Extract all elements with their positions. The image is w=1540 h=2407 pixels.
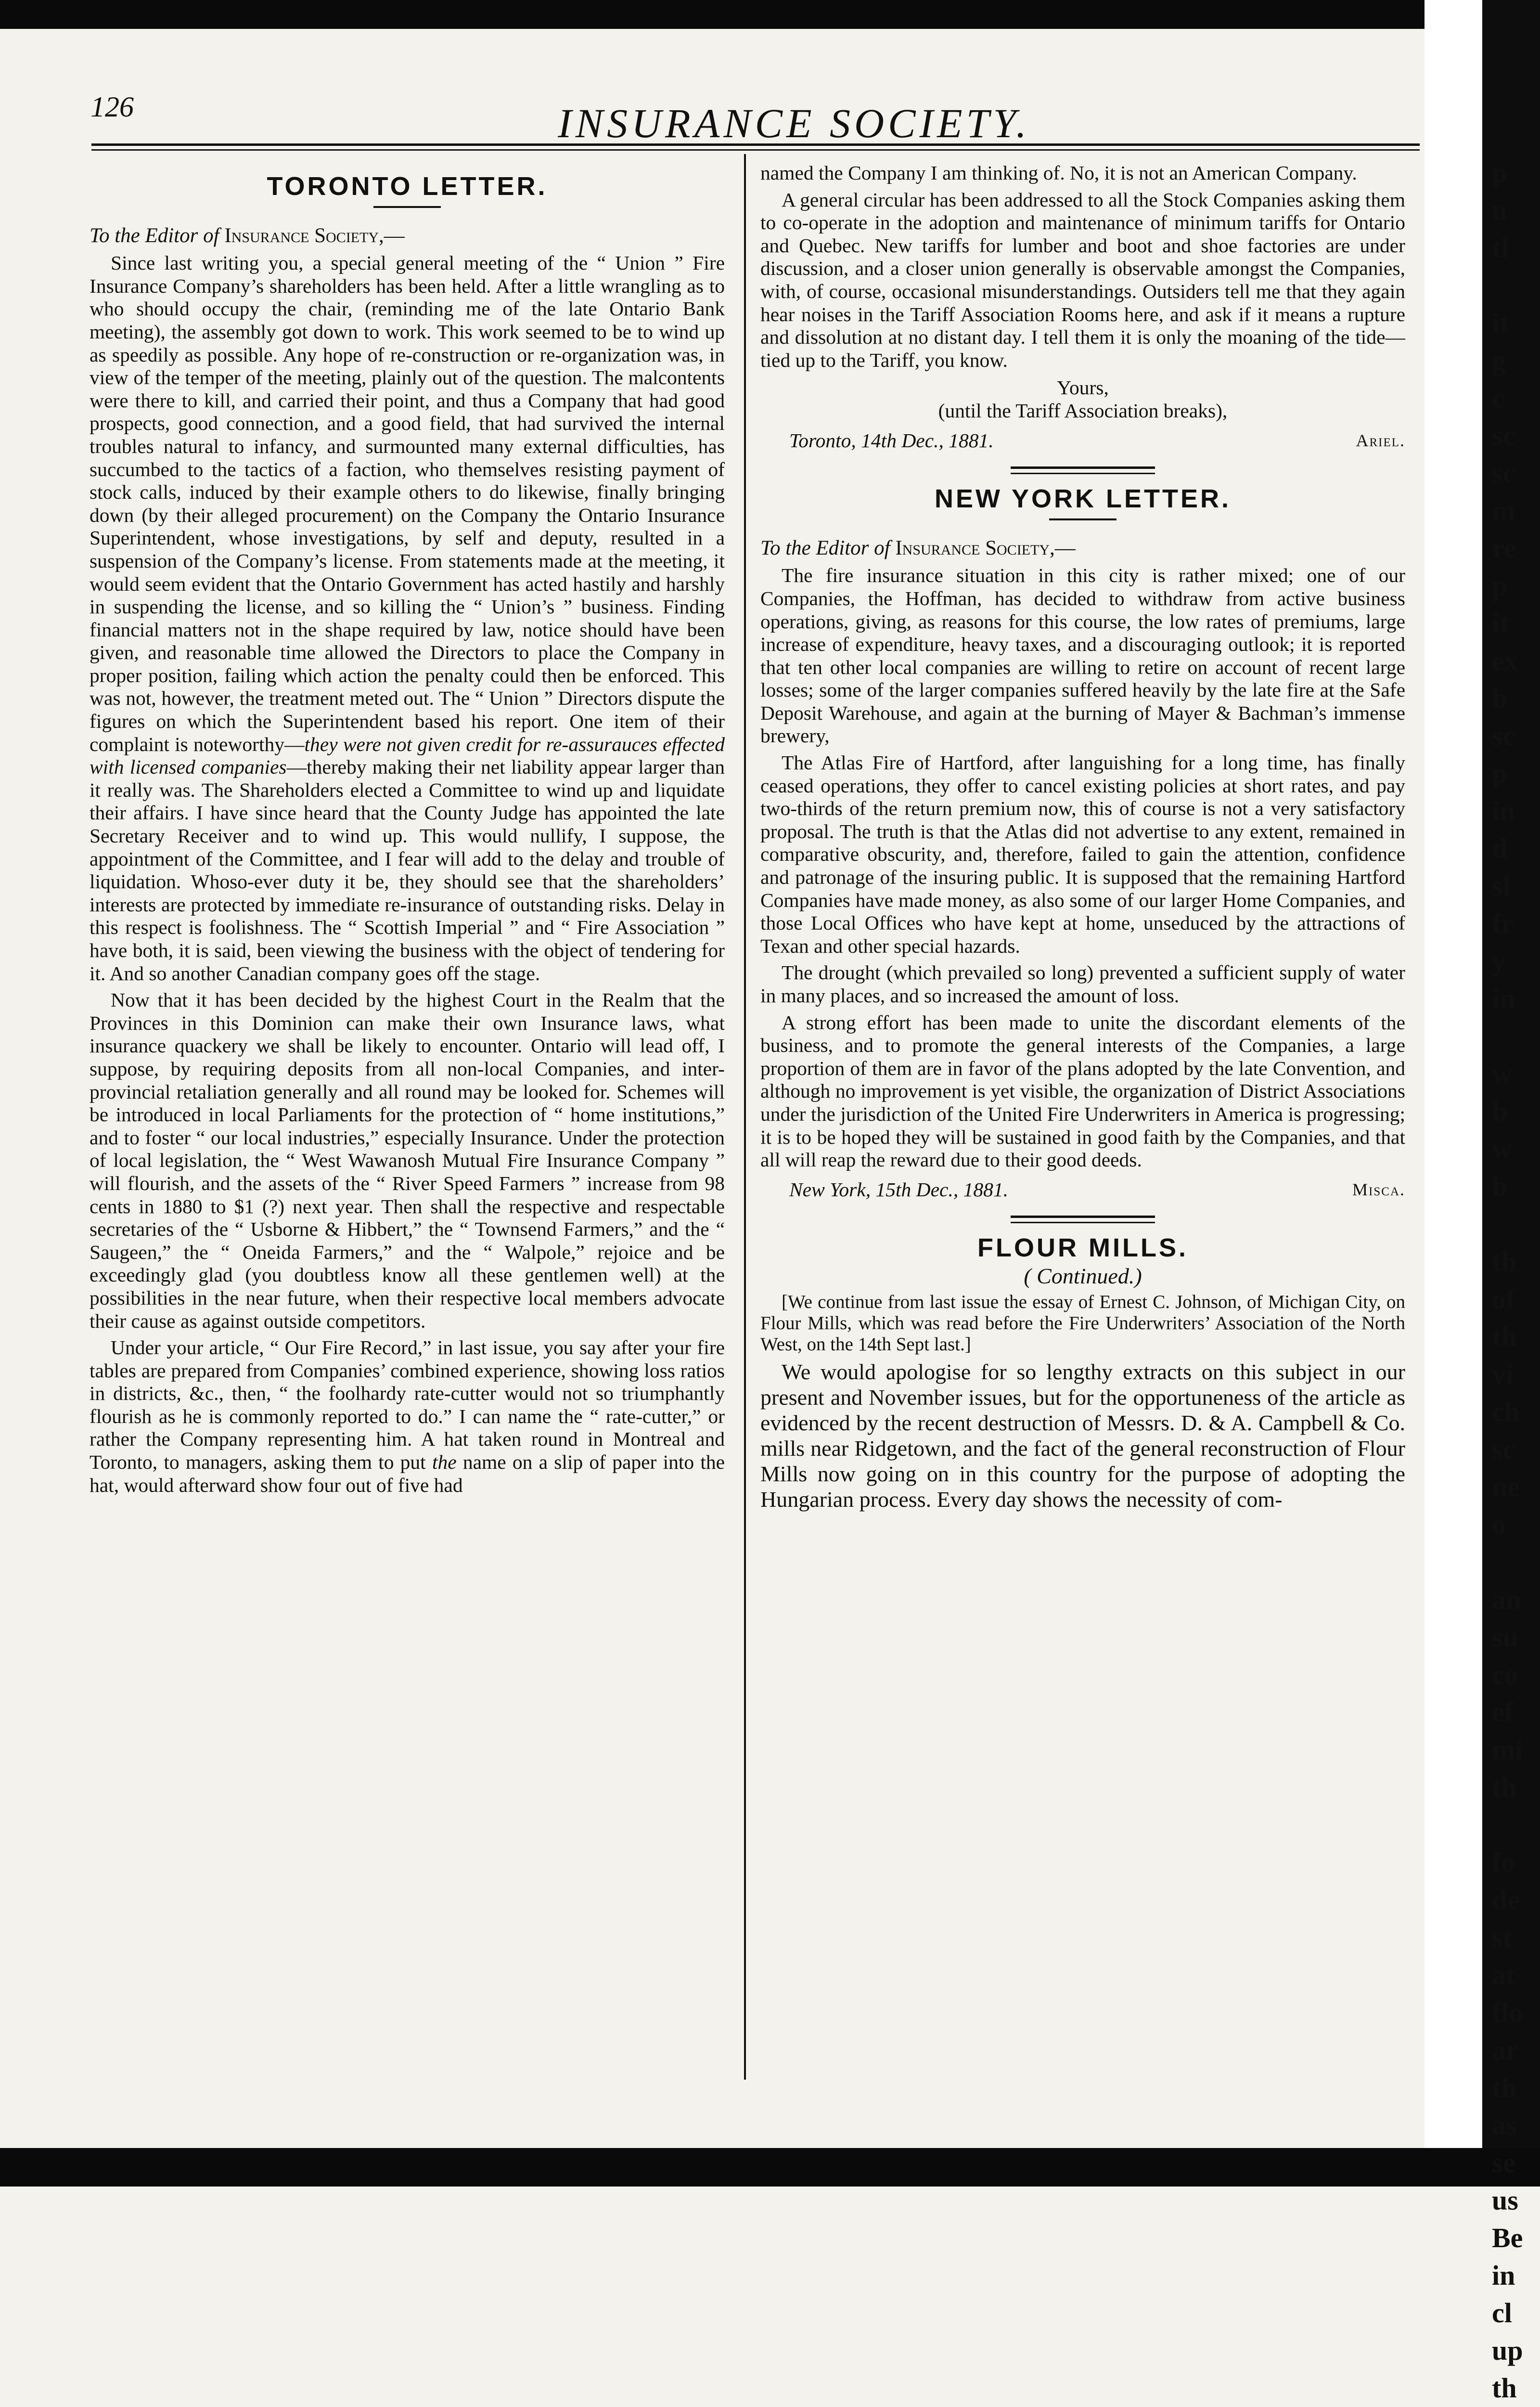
salutation-italic: To the Editor of: [760, 536, 890, 559]
next-page-fragment-line: th: [1492, 2372, 1517, 2404]
toronto-p1-italic: they were not given credit for re-assurauces effected with licensed companies: [90, 733, 725, 778]
flour-mills-title: FLOUR MILLS.: [977, 1233, 1188, 1263]
next-page-fragment-line: ar: [1492, 2034, 1518, 2066]
salutation-name: Insurance Society,—: [895, 536, 1076, 559]
toronto-sign-until: (until the Tariff Association breaks),: [938, 399, 1228, 422]
next-page-fragment-line: g: [1492, 345, 1506, 376]
next-page-fragment-line: w: [1492, 1058, 1512, 1089]
next-page-fragment-line: flo: [1492, 1997, 1523, 2028]
toronto-paragraph-2: Now that it has been decided by the highest Court in the Realm that the Provinces in this Dominion can make their own Insurance laws, what insurance quackery we shall be likely to encounter. Ontario will lead off, I suppose, by requiring deposits from all non-local Companies, and inter-provincial retaliation generally and all round may be looked for. Schemes will be introduced in local Parliaments for the protection of “ home institutions,” and to foster “ our local industries,” especially Insurance. Under the protection of local legislation, the “ West Wawanosh Mutual Fire Insurance Company ” will flourish, and the assets of the “ River Speed Farmers ” increase from 98 cents in 1880 to $1 (?) next year. Then shall the respective and respectable secretaries of the “ Usborne & Hibbert,” the “ Townsend Farmers,” and the “ Saugeen,” the “ Oneida Farmers,” and the “ Walpole,” rejoice and be exceedingly glad (you doubtless know all these gentlemen well) at the possibilities in the near future, when their respective local members advocate their cause as against outside competitors.: [90, 989, 725, 1332]
right-column: [760, 162, 1405, 1516]
next-page-fragment-line: cl: [1492, 2297, 1512, 2329]
newyork-paragraph-2: The Atlas Fire of Hartford, after languishing for a long time, has finally ceased operations, they offer to cancel existing policies at short rates, and pay two-thirds of the return premium now, this of course is not a very satisfactory proposal. The truth is that the Atlas did not advertise to any extent, remained in comparative obscurity, and, therefore, failed to gain the attention, confidence and patronage of the insuring public. It is supposed that the remaining Hartford Companies have made money, as also some of our larger Home Companies, and those Local Offices who have kept at home, unseduced by the attractions of Texan and other special hazards.: [760, 751, 1405, 957]
next-page-fragment-line: it: [1492, 307, 1509, 338]
toronto-p3-italic: the: [432, 1451, 457, 1474]
newyork-dateline: New York, 15th Dec., 1881.: [789, 1178, 1008, 1201]
flour-mills-subtitle: ( Continued.): [1024, 1263, 1142, 1288]
next-page-fragment-line: [1492, 1205, 1540, 1243]
next-page-fragment-line: co: [1492, 1659, 1518, 1690]
toronto-p1-tail: —thereby making their net liability appear larger than it really was. The Shareholders elected a Committee to wind up and liquidate their affairs. I have since heard that the County Judge has appointed the late Secretary Receiver and to wind up. This would nullify, I suppose, the appointment of the Committee, and I fear will add to the delay and trouble of liquidation. Whoso-ever duty it be, they should see that the shareholders’ interests are protected by immediate re-insurance of outstanding risks. Delay in this respect is foolishness. The “ Scottish Imperial ” and “ Fire Association ” have both, it is said, been viewing the business with the object of tendering for it. And so another Canadian company goes off the stage.: [90, 756, 725, 984]
next-page-fragment-line: fr: [1492, 908, 1514, 939]
next-page-fragment-line: m: [1492, 495, 1515, 526]
next-page-fragment-line: de: [1492, 1884, 1520, 1915]
next-page-fragment-line: [1492, 1806, 1540, 1844]
next-page-fragment-line: tl: [1492, 232, 1509, 263]
toronto-paragraph-1: [90, 252, 725, 985]
next-page-fragment-line: p: [1492, 570, 1508, 601]
next-page-fragment-line: y: [1492, 945, 1506, 977]
header-rule: [91, 143, 1420, 146]
next-page-fragment-line: sc: [1492, 1434, 1515, 1465]
newyork-paragraph-1: The fire insurance situation in this city is rather mixed; one of our Companies, the Hoffman, has decided to withdraw from active business operations, giving, as reasons for this course, the low rates of premiums, large increase of expenditure, heavy taxes, and a discouraging outlook; it is reported that ten other local companies are willing to retire on account of recent large losses; some of the larger companies suffered heavily by the late fire at the Safe Deposit Warehouse, and again at the burning of Mayer & Bachman’s immense brewery,: [760, 564, 1405, 747]
toronto-signature: Ariel.: [1356, 430, 1405, 450]
next-page-fragment-line: p: [1492, 157, 1508, 188]
next-page-fragment-line: it: [1492, 608, 1509, 639]
flour-mills-paragraph: We would apologise for so lengthy extracts on this subject in our present and November issues, but for the opportuneness of the article as evidenced by the recent destruction of Messrs. D. & A. Campbell & Co. mills near Ridgetown, and the fact of the general reconstruction of Flour Mills now going on in this country for the purpose of adopting the Hungarian process. Every day shows the necessity of com-: [760, 1359, 1405, 1512]
next-page-fragment-line: in: [1492, 2260, 1515, 2291]
next-page-fragment-line: up: [1492, 2335, 1523, 2366]
toronto-dateline: Toronto, 14th Dec., 1881.: [789, 429, 994, 452]
section-rule: [1011, 1216, 1155, 1223]
toronto-p3-tail: name on a slip of paper into the hat, would afterward show four out of five had: [90, 1451, 725, 1496]
header-rule-thin: [91, 149, 1420, 151]
next-page-fragment: [1492, 154, 1540, 2404]
next-page-fragment-line: sl: [1492, 870, 1511, 902]
next-page-fragment-line: of: [1492, 1283, 1515, 1315]
next-page-fragment-line: c: [1492, 382, 1504, 414]
toronto-salutation: [90, 224, 725, 247]
scan-border-top: [0, 0, 1540, 29]
newyork-salutation: [760, 537, 1405, 560]
column-divider: [744, 154, 746, 2080]
next-page-fragment-line: u: [1492, 194, 1508, 226]
next-page-fragment-line: [1492, 1018, 1540, 1055]
toronto-p1-text: Since last writing you, a special general meeting of the “ Union ” Fire Insurance Company’s shareholders has been held. After a little wrangling as to who should occupy the chair, (reminding me of the late Ontario Bank meeting), the assembly got down to work. This work seemed to be to wind up as speedily as possible. Any hope of re-construction or re-organization was, in view of the temper of the meeting, plainly out of the question. The malcontents were there to kill, and carried their point, and thus a Company that had good prospects, good connection, and a good field, that had survived the internal troubles natural to infancy, and surmounted many external difficulties, has succumbed to the tactics of a faction, who themselves resisting payment of stock calls, induced by their example others to do likewise, finally bringing down (by their alleged procurement) on the Company the Ontario Insurance Superintendent, whose investigations, by self and deputy, resulted in a suspension of the Company’s license. From statements made at the meeting, it would seem evident that the Ontario Government has acted hastily and harshly in suspending the license, and so killing the “ Union’s ” business. Finding financial matters not in the shape required by law, notice should have been given, and reasonable time allowed the Directors to place the Company in proper position, failing which action the penalty could then be enforced. This was not, however, the treatment meted out. The “ Union ” Directors dispute the figures on which the Superintendent based his report. One item of their complaint is noteworthy—: [90, 252, 725, 755]
toronto-paragraph-5: A general circular has been addressed to all the Stock Companies asking them to co-operate in the adoption and maintenance of minimum tariffs for Ontario and Quebec. New tariffs for lumber and boot and shoe factories are under discussion, and a closer union generally is observable amongst the Companies, with, of course, occasional misunderstandings. Outsiders tell me that they again hear noises in the Tariff Association Rooms here, and ask if it means a rupture and dissolution at no distant day. I tell them it is only the moaning of the tide—tied up to the Tariff, you know.: [760, 188, 1405, 371]
next-page-fragment-line: [1492, 267, 1540, 304]
next-page-fragment-line: ch: [1492, 1396, 1520, 1427]
toronto-sign-yours: Yours,: [1057, 376, 1109, 399]
toronto-dateline-row: [760, 429, 1405, 453]
next-page-fragment-line: Be: [1492, 2222, 1523, 2253]
next-page-fragment-line: an: [1492, 1584, 1522, 1615]
title-rule: [1049, 518, 1116, 520]
next-page-fragment-line: ef: [1492, 1696, 1514, 1728]
salutation-italic: To the Editor of: [90, 224, 219, 247]
newyork-signature: Misca.: [1352, 1179, 1405, 1199]
newyork-letter-title: NEW YORK LETTER.: [934, 484, 1232, 514]
next-page-fragment-line: mi: [1492, 1734, 1523, 1765]
next-page-fragment-line: th: [1492, 1321, 1517, 1352]
left-column: [90, 162, 725, 1501]
salutation-name: Insurance Society,—: [224, 224, 405, 247]
next-page-fragment-line: w: [1492, 1133, 1512, 1165]
next-page-fragment-line: b: [1492, 1096, 1508, 1127]
newyork-dateline-row: [760, 1178, 1405, 1202]
next-page-fragment-line: th: [1492, 2072, 1517, 2103]
next-page-fragment-line: sc: [1492, 457, 1515, 489]
next-page-fragment-line: su: [1492, 1621, 1518, 1653]
toronto-p3-text: Under your article, “ Our Fire Record,” in last issue, you say after your fire tables are prepared from Companies’ combined experience, showing loss ratios in districts, &c., then, “ the foolhardy rate-cutter would not so triumphantly flourish as he is commonly reported to do.” I can name the “ rate-cutter,” or rather the Company representing him. A hat taken round in Montreal and Toronto, to managers, asking them to put: [90, 1336, 725, 1474]
toronto-paragraph-4: named the Company I am thinking of. No, it is not an American Company.: [760, 162, 1357, 184]
toronto-paragraph-3: [90, 1336, 725, 1497]
next-page-fragment-line: ne: [1492, 1471, 1520, 1502]
next-page-fragment-line: o: [1492, 1509, 1506, 1540]
next-page-fragment-line: vi: [1492, 1359, 1514, 1390]
next-page-fragment-line: th: [1492, 1772, 1517, 1803]
next-page-fragment-line: in: [1492, 795, 1515, 827]
next-page-fragment-line: b: [1492, 1171, 1508, 1202]
next-page-fragment-line: sc: [1492, 720, 1515, 751]
next-page-fragment-line: b: [1492, 683, 1508, 714]
toronto-letter-title: TORONTO LETTER.: [267, 172, 548, 201]
next-page-fragment-line: re: [1492, 532, 1516, 564]
next-page-fragment-line: sc: [1492, 420, 1515, 451]
editor-note: [We continue from last issue the essay of Ernest C. Johnson, of Michigan City, on Flour Mills, which was read before the Fire Underwriters’ Association of the North West, on the 14th Sept last.]: [760, 1291, 1405, 1355]
newyork-paragraph-4: A strong effort has been made to unite the discordant elements of the business, and to promote the general interests of the Companies, a large proportion of them are in favor of the plans adopted by the late Convention, and although no improvement is yet visible, the organization of District Associations under the jurisdiction of the United Fire Underwriters in America is progressing; it is to be hoped they will be sustained in good faith by the Companies, and that all will reap the reward due to their good deeds.: [760, 1011, 1405, 1171]
next-page-fragment-line: in: [1492, 983, 1515, 1014]
newyork-paragraph-3: The drought (which prevailed so long) prevented a sufficient supply of water in many places, and so increased the amount of loss.: [760, 961, 1405, 1007]
next-page-fragment-line: p: [1492, 758, 1508, 789]
next-page-fragment-line: us: [1492, 2185, 1518, 2216]
scan-border-bottom: [0, 2148, 1540, 2187]
next-page-fragment-line: st: [1492, 1922, 1512, 1953]
next-page-fragment-line: as: [1492, 2109, 1517, 2141]
next-page-fragment-line: at: [1492, 1959, 1515, 1991]
next-page-fragment-line: d: [1492, 833, 1508, 864]
running-head: INSURANCE SOCIETY.: [558, 100, 1030, 146]
next-page-fragment-line: se: [1492, 2147, 1515, 2178]
title-rule: [373, 206, 441, 208]
next-page-fragment-line: [1492, 1543, 1540, 1581]
next-page-fragment-line: fo: [1492, 1847, 1515, 1878]
next-page-fragment-line: th: [1492, 1246, 1517, 1277]
next-page-fragment-line: ex: [1492, 645, 1518, 676]
section-rule: [1011, 466, 1155, 474]
page-number: 126: [90, 91, 134, 123]
